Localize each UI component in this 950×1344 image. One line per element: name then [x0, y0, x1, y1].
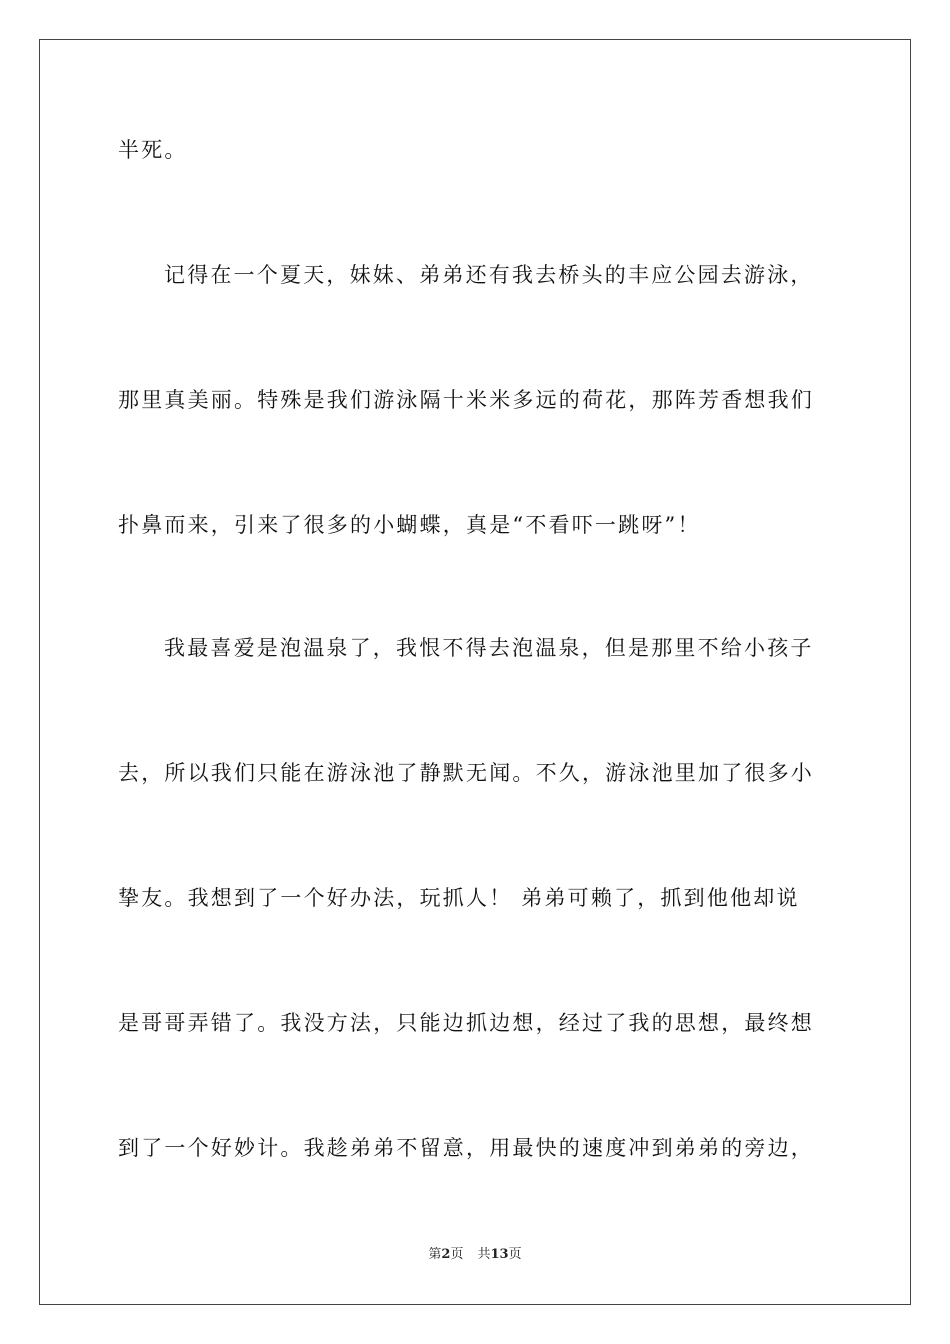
text-line-1: 半死。	[118, 138, 188, 162]
text-line-5: 我最喜爱是泡温泉了，我恨不得去泡温泉，但是那里不给小孩子	[164, 636, 814, 660]
footer-total-suffix: 页	[508, 1247, 522, 1262]
footer-total-pages: 13	[490, 1247, 509, 1262]
text-line-6: 去，所以我们只能在游泳池了静默无闻。不久，游泳池里加了很多小	[118, 761, 814, 785]
page-border	[39, 39, 911, 1305]
footer-page-prefix: 第	[428, 1247, 442, 1262]
footer-page-suffix: 页	[450, 1247, 464, 1262]
text-line-2: 记得在一个夏天，妹妹、弟弟还有我去桥头的丰应公园去游泳，	[164, 263, 814, 287]
text-line-8: 是哥哥弄错了。我没方法，只能边抓边想，经过了我的思想，最终想	[118, 1011, 814, 1035]
text-line-9: 到了一个好妙计。我趁弟弟不留意，用最快的速度冲到弟弟的旁边，	[118, 1136, 814, 1160]
text-line-7: 挚友。我想到了一个好办法，玩抓人！ 弟弟可赖了，抓到他他却说	[118, 886, 800, 910]
text-line-3: 那里真美丽。特殊是我们游泳隔十米米多远的荷花，那阵芳香想我们	[118, 388, 814, 412]
text-line-4: 扑鼻而来，引来了很多的小蝴蝶，真是“不看吓一跳呀”！	[118, 513, 701, 537]
footer-total-prefix: 共	[477, 1247, 491, 1262]
footer-page-number: 2	[441, 1247, 451, 1262]
page-footer	[0, 1246, 950, 1264]
